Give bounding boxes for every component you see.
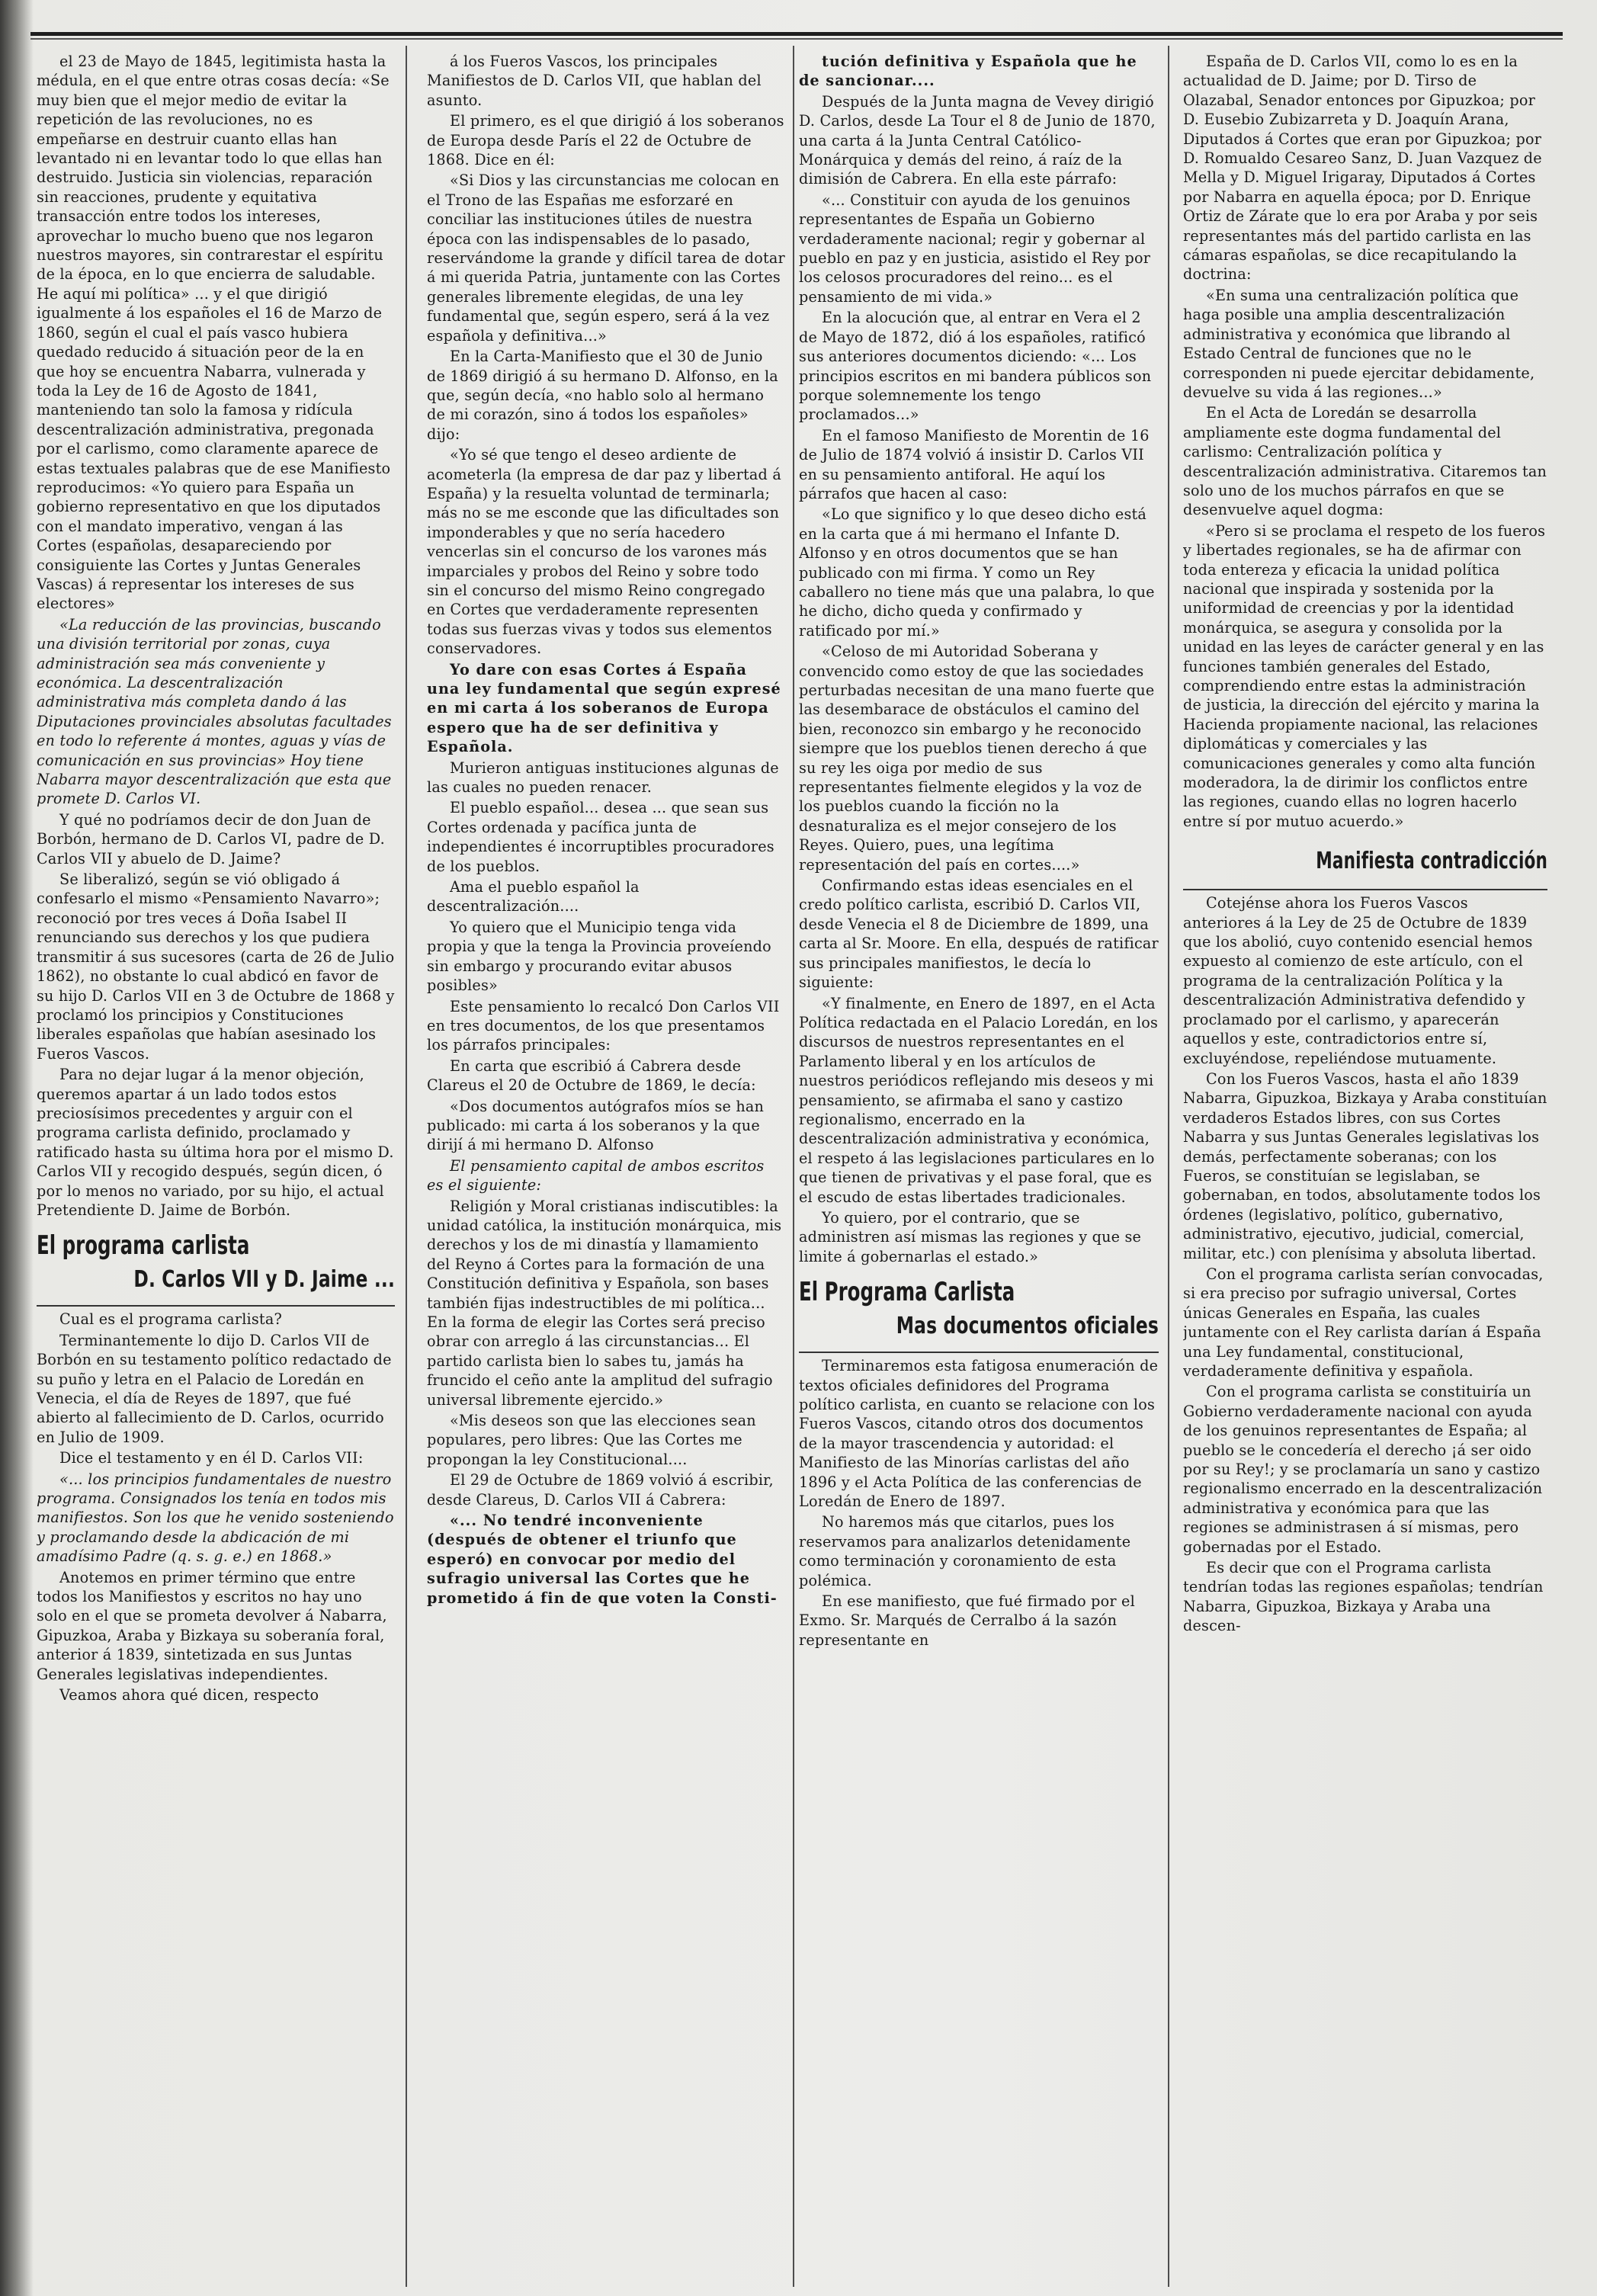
text-column-2: [427, 52, 785, 2285]
paragraph: Terminaremos esta fatigosa enumeración de textos oficiales definidores del Programa político carlista, en cuanto se relacione con los Fueros Vascos, citando otros dos documentos de la mayor trascendencia y autoridad: el Manifiesto de las Minorías carlistas del año 1896 y el Acta Política de las conferencias de Loredán de Enero de 1897.: [799, 1357, 1159, 1511]
paragraph: Con el programa carlista serían convocadas, si era preciso por sufragio universal, Cortes únicas Generales en España, las cuales juntamente con el Rey carlista darían á España una Ley fundamental, constitucional, verdaderamente definitiva y española.: [1183, 1265, 1544, 1380]
paragraph: Cual es el programa carlista?: [59, 1310, 282, 1329]
paragraph: En el famoso Manifiesto de Morentin de 16 de Julio de 1874 volvió á insistir D. Carlos VII en su pensamiento antiforal. He aquí los párrafos que hacen al caso:: [799, 426, 1150, 502]
paragraph: Murieron antiguas instituciones algunas de las cuales no pueden renacer.: [427, 758, 779, 797]
paragraph: Después de la Junta magna de Vevey dirigió D. Carlos, desde La Tour el 8 de Junio de 1870, una carta á la Junta Central Católico-Monárquica y demás del reino, á raíz de la dimisión de Cabrera. En ella este párrafo:: [799, 92, 1156, 188]
section-heading: Manifiesta contradicción: [1316, 848, 1547, 875]
sub-heading: D. Carlos VII y D. Jaime ...: [133, 1266, 395, 1294]
paragraph: España de D. Carlos VII, como lo es en la actualidad de D. Jaime; por D. Tirso de Olazabal, Senador entonces por Gipuzkoa; por D. Eusebio Zubizarreta y D. Joaquín Arana, Diputados á Cortes que eran por Gipuzkoa; por D. Romualdo Cesareo Sanz, D. Juan Vazquez de Mella y D. Miguel Irigaray, Diputados á Cortes por Nabarra en aquella época; por D. Enrique Ortiz de Zárate que lo era por Araba y por seis representantes más del partido carlista en las cámaras españolas, se dice recapitulando la doctrina:: [1183, 53, 1542, 284]
paragraph: «En suma una centralización política que haga posible una amplia descentralización administrativa y económica que librando al Estado Central de funciones que no le corresponden ni puede ejercitar debidamente, devuelve su vida á las regiones...»: [1183, 286, 1535, 401]
column-divider: [793, 46, 794, 2287]
paragraph: Y qué no podríamos decir de don Juan de Borbón, hermano de D. Carlos VI, padre de D. Carlos VII y abuelo de D. Jaime?: [37, 810, 385, 867]
paragraph: Religión y Moral cristianas indiscutibles: la unidad católica, la institución monárquica, mis derechos y los de mi dinastía y llamamiento del Reyno á Cortes para la formación de una Constitución definitiva y Española, son bases también fijas indestructibles de mi política... En la forma de elegir las Cortes será preciso obrar con arreglo á las circunstancias... El partido carlista bien lo sabes tu, jamás ha fruncido el ceño ante la amplitud del sufragio universal libremente ejercido.»: [427, 1197, 782, 1409]
paragraph: No haremos más que citarlos, pues los reservamos para analizarlos detenidamente como terminación y coronamiento de esta polémica.: [799, 1513, 1131, 1589]
paragraph: Dice el testamento y en él D. Carlos VII:: [59, 1449, 364, 1467]
paragraph: El primero, es el que dirigió á los soberanos de Europa desde París el 22 de Octubre de 1868. Dice en él:: [427, 112, 784, 169]
paragraph: «... No tendré inconveniente (después de obtener el triunfo que esperó) en convocar por medio del sufragio universal las Cortes que he prometido á fin de que voten la Consti-: [427, 1512, 778, 1607]
paragraph: Con el programa carlista se constituiría un Gobierno verdaderamente nacional con ayuda de los genuinos representantes de España; al pueblo se le concedería el derecho ¡á ser oido por su Rey!; y se proclamaría un sano y castizo regionalismo encerrado en la descentralización administrativa y económica para que las regiones se administrasen á sí mismas, pero gobernadas por el Estado.: [1183, 1383, 1543, 1556]
paragraph: Con los Fueros Vascos, hasta el año 1839 Nabarra, Gipuzkoa, Bizkaya y Araba constituían verdaderos Estados libres, con sus Cortes Nabarra y sus Juntas Generales legislativas los demás, perfectamente soberanas; con los Fueros, se constituían se legislaban, se gobernaban, en todos, absolutamente todos los órdenes (legislativo, político, gubernativo, administrativo, ejecutivo, judicial, comercial, militar, etc.) con plenísima y absoluta libertad.: [1183, 1069, 1547, 1262]
heading-rule: [37, 1305, 395, 1307]
paragraph: «... Constituir con ayuda de los genuinos representantes de España un Gobierno verdaderamente nacional; regir y gobernar al pueblo en paz y en justicia, asistido el Rey por los celosos procuradores del reino... es el pensamiento de mi vida.»: [799, 191, 1151, 306]
column-divider: [406, 46, 407, 2287]
paragraph: Ama el pueblo español la descentralización....: [427, 878, 640, 916]
paragraph: Cotejénse ahora los Fueros Vascos anteriores á la Ley de 25 de Octubre de 1839 que los abolió, cuyo contenido esencial hemos expuesto al comienzo de este artículo, con el programa de la centralización Política y la descentralización Administrativa defendido y proclamado por el carlismo, y aparecerán aquellos y este, contradictorios entre sí, excluyéndose, repeliéndose mutuamente.: [1183, 894, 1533, 1067]
paragraph: En el Acta de Loredán se desarrolla ampliamente este dogma fundamental del carlismo: Centralización política y descentralización administrativa. Citaremos tan solo uno de los muchos párrafos en que se desenvuelve aquel dogma:: [1183, 404, 1547, 519]
paragraph: «Yo sé que tengo el deseo ardiente de acometerla (la empresa de dar paz y libertad á España) y la resuelta voluntad de terminarla; más no se me esconde que las dificultades son imponderables y que no sería hacedero vencerlas sin el concurso de los varones más imparciales y probos del Reino y sobre todo sin el concurso del mismo Reino congregado en Cortes que verdaderamente representen todas sus fuerzas vivas y todos sus elementos conservadores.: [427, 446, 781, 658]
paragraph: Veamos ahora qué dicen, respecto: [59, 1686, 319, 1704]
paragraph: En carta que escribió á Cabrera desde Clareus el 20 de Octubre de 1869, le decía:: [427, 1057, 756, 1095]
paragraph: el 23 de Mayo de 1845, legitimista hasta la médula, en el que entre otras cosas decía: «Se muy bien que el mejor medio de evitar la repetición de las revoluciones, no es empeñarse en destruir cuanto ellas han levantado ni en levantar todo lo que ellas han destruido. Justicia sin violencias, reparación sin reacciones, prudente y equitativa transacción entre todos los intereses, aprovechar lo mucho bueno que nos legaron nuestros mayores, sin contrarestar el espíritu de la época, en lo que encierra de saludable. He aquí mi política» ... y el que dirigió igualmente á los españoles el 16 de Marzo de 1860, según el cual el país vasco hubiera quedado reducido á situación peor de la en que hoy se encuentra Nabarra, vulnerada y toda la Ley de 16 de Agosto de 1841, manteniendo tan solo la famosa y ridícula descentralización administrativa, pregonada por el carlismo, como claramente aparece de estas textuales palabras que de ese Manifiesto reproducimos: «Yo quiero para España un gobierno representativo en que los diputados con el mandato imperativo, vengan á las Cortes (españolas, desapareciendo por consiguiente las Cortes y Juntas Generales Vascas) á representar los intereses de sus electores»: [37, 53, 391, 613]
paragraph: En la alocución que, al entrar en Vera el 2 de Mayo de 1872, dió á los españoles, ratificó sus anteriores documentos diciendo: «... Los principios escritos en mi bandera públicos son porque solemnemente los tengo proclamados...»: [799, 309, 1152, 424]
top-rule-thin: [30, 38, 1563, 40]
text-column-1: [37, 52, 395, 2285]
text-column-3: [799, 52, 1159, 2285]
paragraph: «La reducción de las provincias, buscando una división territorial por zonas, cuya administración sea más conveniente y económica. La descentralización administrativa más completa dando á las Diputaciones provinciales absolutas facultades en todo lo referente á montes, aguas y vías de comunicación en sus provincias» Hoy tiene Nabarra mayor descentralización que esta que promete D. Carlos VI.: [37, 615, 392, 808]
paragraph: Yo quiero, por el contrario, que se administren así mismas las regiones y que se limite á gobernarlas el estado.»: [799, 1208, 1142, 1265]
heading-rule: [799, 1352, 1159, 1353]
column-divider: [1168, 46, 1169, 2287]
paragraph: «Celoso de mi Autoridad Soberana y convencido como estoy de que las sociedades perturbadas necesitan de una mano fuerte que las desembarace de obstáculos el camino del bien, reconozco sin embargo y he reconocido siempre que los pueblos tienen derecho á que su rey les oiga por medio de sus representantes fielmente elegidos y la voz de los pueblos cuando la ficción no la desnaturaliza es el mejor consejero de los Reyes. Quiero, pues, una legítima representación del país en cortes....»: [799, 643, 1155, 874]
paragraph: Yo dare con esas Cortes á España una ley fundamental que según expresé en mi carta á los soberanos de Europa espero que ha de ser definitiva y Española.: [427, 660, 781, 756]
paragraph: Anotemos en primer término que entre todos los Manifiestos y escritos no hay uno solo en el que se prometa devolver á Nabarra, Gipuzkoa, Araba y Bizkaya su soberanía foral, anterior á 1839, sintetizada en sus Juntas Generales legislativas independientes.: [37, 1568, 387, 1683]
paragraph: Se liberalizó, según se vió obligado á confesarlo el mismo «Pensamiento Navarro»; reconoció por tres veces á Doña Isabel II renunciando sus derechos y los que pudiera transmitir á sus sucesores (carta de 26 de Julio 1862), no obstante lo cual abdicó en favor de su hijo D. Carlos VII en 3 de Octubre de 1868 y proclamó los principios y Constituciones liberales españolas que habían asesinado los Fueros Vascos.: [37, 871, 395, 1063]
paragraph: En la Carta-Manifiesto que el 30 de Junio de 1869 dirigió á su hermano D. Alfonso, en la que, según decía, «no hablo solo al hermano de mi corazón, sino á todos los españoles» dijo:: [427, 348, 778, 443]
sub-heading: Mas documentos oficiales: [896, 1313, 1159, 1340]
paragraph: Yo quiero que el Municipio tenga vida propia y que la tenga la Provincia proveíendo sin embargo y procurando evitar abusos posibles»: [427, 918, 771, 995]
paragraph: «Mis deseos son que las elecciones sean populares, pero libres: Que las Cortes me propongan la ley Constitucional....: [427, 1412, 756, 1468]
paragraph: Confirmando estas ideas esenciales en el credo político carlista, escribió D. Carlos VII, desde Venecia el 8 de Diciembre de 1899, una carta al Sr. Moore. En ella, después de ratificar sus principales manifiestos, le decía lo siguiente:: [799, 877, 1159, 992]
paragraph: á los Fueros Vascos, los principales Manifiestos de D. Carlos VII, que hablan del asunto.: [427, 53, 762, 109]
paragraph: El pueblo español... desea ... que sean sus Cortes ordenada y pacífica junta de independientes é incorruptibles procuradores de los pueblos.: [427, 799, 774, 875]
paragraph: Este pensamiento lo recalcó Don Carlos VII en tres documentos, de los que presentamos los párrafos principales:: [427, 997, 780, 1054]
paragraph: «Dos documentos autógrafos míos se han publicado: mi carta á los soberanos y la que dirijí á mi hermano D. Alfonso: [427, 1097, 765, 1154]
paragraph: En ese manifiesto, que fué firmado por el Exmo. Sr. Marqués de Cerralbo á la sazón representante en: [799, 1592, 1135, 1649]
top-rule: [30, 32, 1563, 36]
paragraph: «Si Dios y las circunstancias me colocan en el Trono de las Españas me esforzaré en conciliar las instituciones útiles de nuestra época con las indispensables de lo pasado, reservándome la grande y difícil tarea de dotar á mi querida Patria, juntamente con las Cortes generales libremente elegidas, de una ley fundamental que, según espero, será á la vez española y definitiva...»: [427, 172, 785, 345]
section-heading: El Programa Carlista: [799, 1277, 1015, 1308]
heading-rule: [1183, 889, 1547, 890]
section-heading: El programa carlista: [37, 1230, 250, 1262]
paragraph: Terminantemente lo dijo D. Carlos VII de Borbón en su testamento político redactado de su puño y letra en el Palacio de Loredán en Venecia, el día de Reyes de 1897, que fué abierto al fallecimiento de D. Carlos, ocurrido en Julio de 1909.: [37, 1331, 392, 1446]
paragraph: Es decir que con el Programa carlista tendrían todas las regiones españolas; tendrían Nabarra, Gipuzkoa, Bizkaya y Araba una descen-: [1183, 1559, 1544, 1635]
paragraph: tución definitiva y Española que he de sancionar....: [799, 53, 1137, 90]
paragraph: «Y finalmente, en Enero de 1897, en el Acta Política redactada en el Palacio Loredán, en los discursos de nuestros representantes en el Parlamento liberal y en los artículos de nuestros periódicos reflejando mis deseos y mi pensamiento, se afirmaba el sano y castizo regionalismo, encerrado en la descentralización administrativa y económica, el respeto á las legislaciones particulares en lo que tienen de privativas y el pase foral, que es el escudo de estas libertades tradicionales.: [799, 994, 1159, 1206]
paragraph: «... los principios fundamentales de nuestro programa. Consignados los tenía en todos mis manifiestos. Son los que he venido sosteniendo y proclamando desde la abdicación de mi amadísimo Padre (q. s. g. e.) en 1868.»: [37, 1470, 394, 1566]
paragraph: El pensamiento capital de ambos escritos es el siguiente:: [427, 1156, 765, 1194]
paragraph: «Pero si se proclama el respeto de los fueros y libertades regionales, se ha de afirmar con toda entereza y eficacia la unidad política nacional que inspirada y sostenida por la uniformidad de creencias y por la identidad monárquica, se asegura y consolida por la unidad en las leyes de carácter general y en las funciones también generales del Estado, comprendiendo entre estas la administración de justicia, la dirección del ejército y marina la Hacienda propiamente nacional, las relaciones diplomáticas y comerciales y las comunicaciones generales y como alta función moderadora, la de dirimir los conflictos entre las regiones, cuando ellas no logren hacerlo entre sí por mutuo acuerdo.»: [1183, 521, 1546, 830]
paragraph: «Lo que significo y lo que deseo dicho está en la carta que á mi hermano el Infante D. Alfonso y en otros documentos que se han publicado con mi firma. Y como un Rey caballero no tiene más que una palabra, lo que he dicho, dicho queda y confirmado y ratificado por mí.»: [799, 505, 1155, 640]
paragraph: Para no dejar lugar á la menor objeción, queremos apartar á un lado todos estos preciosísimos precedentes y arguir con el programa carlista definido, proclamado y ratificado hasta su última hora por el mismo D. Carlos VII y recogido después, según dicen, ó por lo menos no variado, por su hijo, el actual Pretendiente D. Jaime de Borbón.: [37, 1066, 394, 1219]
text-column-4: [1183, 52, 1547, 2285]
paragraph: El 29 de Octubre de 1869 volvió á escribir, desde Clareus, D. Carlos VII á Cabrera:: [427, 1471, 774, 1509]
